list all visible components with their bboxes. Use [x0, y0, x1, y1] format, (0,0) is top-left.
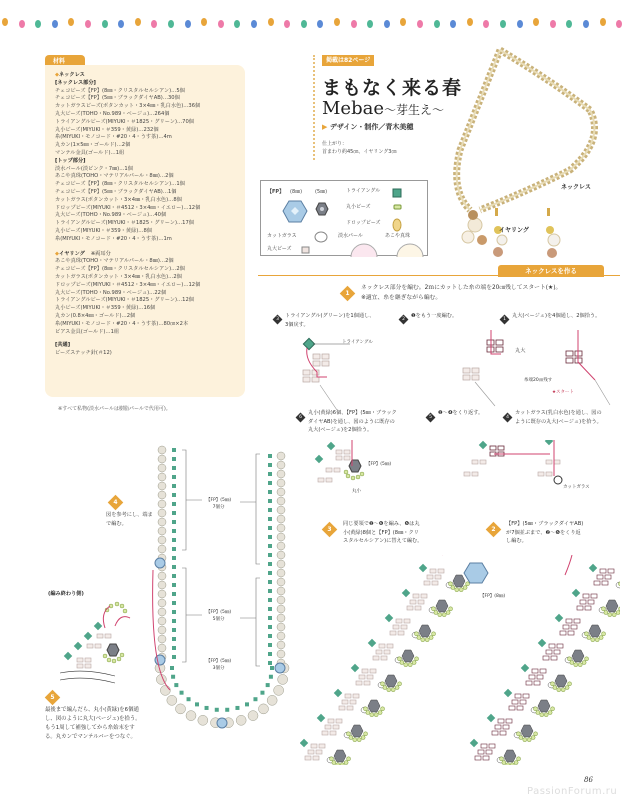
- necklace-photo-image: [440, 40, 625, 275]
- material-item: ピアス金具(ゴールド)…1組: [55, 328, 120, 335]
- substeps-4-6-diagram: [310, 440, 570, 500]
- substep-6-badge: 6: [296, 413, 306, 423]
- start-marker: ★スタート: [552, 390, 575, 395]
- necklace-u-diagram: [150, 440, 295, 760]
- substep-4-badge: 4: [503, 413, 513, 423]
- step-5-text: 最後まで編んだら、丸小(黄緑)を6個通し、図のように丸大(ベージュ)を拾う。もう1周して補強してから糸始末をする。丸カンでマンテルバーをつなぐ。: [45, 707, 141, 740]
- material-item: トライアングルビーズ(MIYUKI・＃1825・グリーン)…17個: [55, 220, 194, 227]
- necklace-heading: ◆ネックレス: [55, 72, 85, 78]
- material-item: 丸カン(0.8×4㎜・ゴールド)…2個: [55, 312, 136, 319]
- fp5-callout: 【FP】(5㎜): [366, 462, 392, 467]
- substep-4-text: カットガラス(乳白水色)を通し、図のように既存の丸大(ベージュ)を拾う。: [515, 410, 602, 425]
- designer-credit: ▶ デザイン・制作／青木美穂: [322, 123, 414, 131]
- material-item: チェコビーズ【FP】(8㎜・クリスタルセルシアン)…2個: [55, 266, 185, 273]
- triangle-bullet-icon: ▶: [322, 123, 328, 131]
- diagonal-pattern-diagram: [300, 555, 620, 765]
- legend-marudai-label: 丸大ビーズ: [267, 246, 292, 252]
- material-item: トライアングルビーズ(MIYUKI・＃1825・グリーン)…12個: [55, 297, 194, 304]
- legend-akoya-label: あこや真珠: [385, 233, 411, 239]
- step-4-badge: 4: [108, 495, 124, 511]
- step-1-text: ネックレス部分を編む。2ｍにカットした糸の端を20㎝残してスタート(★)。 ※適宜、糸を継ぎながら編む。: [361, 285, 562, 302]
- step-4-text: 図を参考にし、端まで編む。: [106, 512, 153, 527]
- legend-cutglass-label: カットガラス: [267, 233, 297, 239]
- decorative-dot-border: [0, 18, 628, 28]
- material-item: 丸小ビーズ(MIYUKI・＃359・黄緑)…16個: [55, 305, 156, 312]
- materials-panel: [45, 65, 245, 397]
- substep-3-badge: 3: [273, 315, 283, 325]
- step-3-badge: 3: [322, 522, 338, 538]
- step-5-badge: 5: [45, 690, 61, 706]
- dotted-divider: [313, 55, 315, 160]
- material-item: 丸大ビーズ(TOHO・No.989・ベージュ)…264個: [55, 110, 170, 117]
- material-item: ドロップビーズ(MIYUKI・＃4512・3×4㎜・イエロー)…12個: [55, 281, 201, 288]
- bead-legend: [260, 180, 428, 256]
- diamond-bullet-icon: ◆: [55, 72, 59, 78]
- u-label-mid: 【FP】(5㎜) 5個分: [206, 610, 232, 623]
- necklace-part-list: [55, 88, 235, 158]
- u-label-bottom: 【FP】(5㎜) 3個分: [206, 659, 232, 672]
- diamond-bullet-icon: ◆: [55, 250, 59, 257]
- legend-size-8: (8㎜): [290, 189, 303, 195]
- material-item: 糸(MIYUKI・モノコード・#20・4・うす茶)…80㎝×2本: [55, 320, 189, 327]
- step-2-badge: 2: [486, 522, 502, 538]
- material-item: 丸カン(1×5㎜・ゴールド)…2個: [55, 142, 131, 149]
- legend-fp-label: 【FP】: [267, 189, 285, 195]
- material-item: 丸大ビーズ(TOHO・No.989・ベージュ)…40個: [55, 212, 167, 219]
- substep-3-text: トライアングル(グリーン)を1個通し、3個戻す。: [285, 313, 375, 328]
- material-item: カットガラス(ボタンカット・3×4㎜・乳白水色)…8個: [55, 196, 182, 203]
- u-label-top: 【FP】(5㎜) 7個分: [206, 498, 232, 511]
- page-title: まもなく来る春: [322, 77, 463, 99]
- step-2-text: 【FP】(5㎜・ブラックダイヤAB)が7個並ぶまで、❷～❻をくり返し編む。: [506, 521, 584, 545]
- substep-2-badge: 2: [399, 315, 409, 325]
- substep-2-text: ❶をもう一度編む。: [411, 313, 458, 319]
- material-item: チェコビーズ【FP】(5㎜・ブラックダイヤAB)…30個: [55, 95, 180, 102]
- material-item: あこや真珠(TOHO・マテリアルパール・8㎜)…2個: [55, 173, 174, 180]
- marudai-callout: 丸大: [515, 348, 526, 354]
- material-item: 淡水パール(淡ピンク・7㎜)…1個: [55, 165, 133, 172]
- material-item: マンテル金具(ゴールド)…1組: [55, 149, 125, 156]
- top-part-list: [55, 166, 235, 244]
- material-item: チェコビーズ【FP】(8㎜・クリスタルセルシアン)…1個: [55, 181, 185, 188]
- earrings-heading: ◆イヤリング ※両耳分: [55, 250, 111, 257]
- legend-freshwater-label: 淡水パール: [338, 233, 363, 239]
- materials-footnote: ※すべて私物(淡水パールは樹脂パールで代用可)。: [58, 406, 171, 412]
- page-number: 86: [584, 776, 593, 784]
- substep-1-text: 丸大(ベージュ)を4個通し、2個拾う。: [512, 313, 601, 319]
- material-item: あこや真珠(TOHO・マテリアルパール・8㎜)…2個: [55, 258, 174, 265]
- finish-side-label: (編み終わり側): [48, 591, 84, 597]
- section-title: ネックレスを作る: [498, 265, 604, 277]
- necklace-part-heading: [ネックレス部分]: [55, 79, 96, 86]
- material-item: トライアングルビーズ(MIYUKI・＃1825・グリーン)…70個: [55, 118, 194, 125]
- substeps-1-3-diagram: [265, 330, 625, 410]
- finished-size: 仕上がり： 首まわり約45㎝、イヤリング3㎝: [322, 141, 397, 155]
- necklace-photo-label: ネックレス: [561, 184, 591, 191]
- material-item: チェコビーズ【FP】(5㎜・ブラックダイヤAB)…1個: [55, 188, 177, 195]
- top-part-heading: [トップ部分]: [55, 157, 86, 164]
- page-reference-badge: 掲載は82ページ: [322, 55, 374, 66]
- material-item: ビーズステッチ針(＃12): [55, 350, 112, 357]
- thread-tail-callout: 糸端20㎝残す: [524, 378, 553, 383]
- material-item: チェコビーズ【FP】(8㎜・クリスタルセルシアン)…5個: [55, 87, 185, 94]
- legend-marusho-label: 丸小ビーズ: [346, 204, 371, 210]
- marusho-callout: 丸小: [352, 489, 361, 494]
- common-list: [55, 350, 235, 358]
- materials-tab: 材料: [45, 55, 85, 69]
- page-subtitle: Mebae～芽生え～: [322, 98, 445, 119]
- substep-5-text: ❷～❹をくり返す。: [438, 410, 484, 416]
- earring-photo-label: イヤリング: [499, 227, 529, 234]
- legend-triangle-label: トライアングル: [346, 188, 381, 194]
- material-item: カットガラス(ボタンカット・3×4㎜・乳白水色)…2個: [55, 273, 182, 280]
- material-item: 糸(MIYUKI・モノコード・#20・4・うす茶)…1m: [55, 235, 172, 242]
- material-item: 丸小ビーズ(MIYUKI・＃359・黄緑)…232個: [55, 126, 159, 133]
- substep-6-text: 丸小(黄緑)6個、【FP】(5㎜・ブラックダイヤAB)を通し、図のように既存の丸大(ベージュ)を2個拾う。: [308, 410, 397, 434]
- material-item: 丸大ビーズ(TOHO・No.989・ベージュ)…22個: [55, 289, 167, 296]
- substep-1-badge: 1: [500, 315, 510, 325]
- triangle-callout: トライアングル: [342, 340, 373, 345]
- legend-drop-label: ドロップビーズ: [346, 220, 381, 226]
- fp8-callout: 【FP】(8㎜): [480, 594, 506, 599]
- material-item: カットガラスビーズ(ボタンカット・3×4㎜・乳白水色)…36個: [55, 103, 201, 110]
- legend-size-5: (5㎜): [315, 189, 328, 195]
- material-item: ドロップビーズ(MIYUKI・＃4512・3×4㎜・イエロー)…12個: [55, 204, 201, 211]
- common-heading: [共通]: [55, 342, 71, 349]
- product-photo: [440, 40, 625, 275]
- substep-5-badge: 5: [426, 413, 436, 423]
- material-item: 丸小ビーズ(MIYUKI・＃359・黄緑)…8個: [55, 227, 152, 234]
- step-1-badge: 1: [340, 286, 356, 302]
- watermark: PassionForum.ru: [527, 786, 618, 797]
- material-item: 糸(MIYUKI・モノコード・#20・4・うす茶)…4m: [55, 134, 172, 141]
- finish-side-diagram: [55, 598, 145, 688]
- earrings-list: [55, 258, 235, 336]
- cutglass-callout: カットガラス: [563, 485, 590, 490]
- step-3-text: 同じ要領で❷～❻を編み、❻は丸小(黄緑)8個と【FP】(8㎜・クリスタルセルシアン)に替えて編む。: [343, 521, 423, 545]
